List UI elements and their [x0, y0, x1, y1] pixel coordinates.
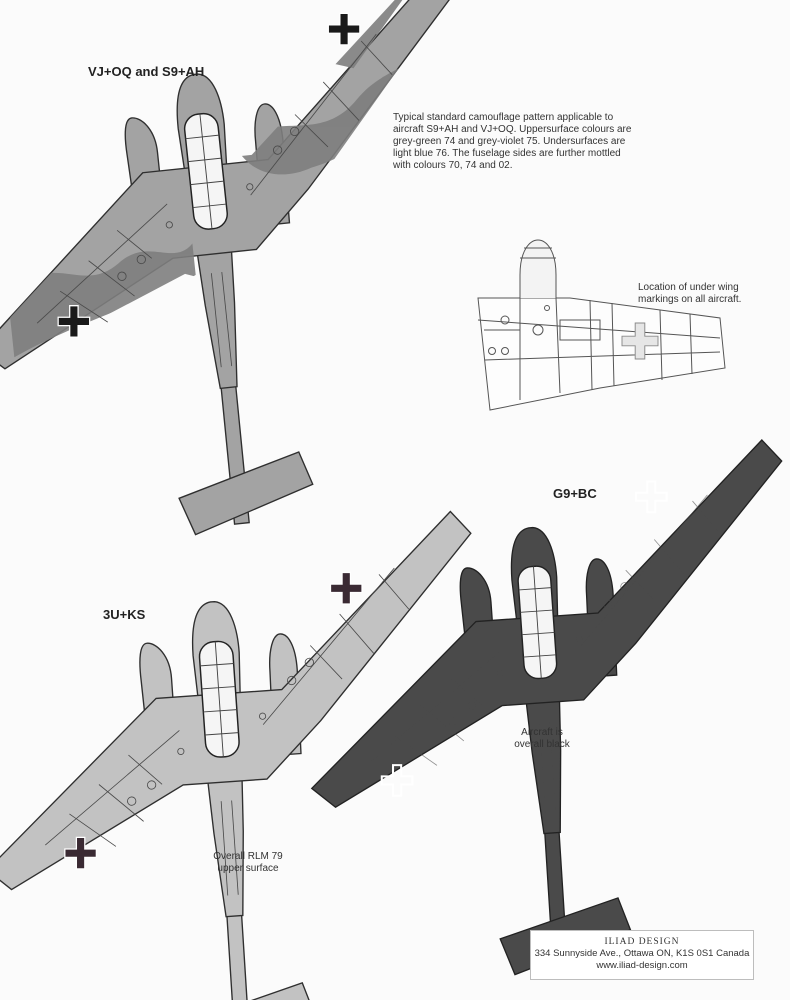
aircraft-black	[290, 439, 790, 988]
publisher-footer	[530, 930, 754, 980]
aircraft-camo	[0, 0, 505, 555]
website-link[interactable]: www.iliad-design.com	[596, 960, 688, 971]
aircraft-label-g9-bc: G9+BC	[553, 486, 597, 501]
black-scheme-note: Aircraft is overall black	[514, 727, 570, 750]
aircraft-rlm79	[0, 510, 506, 1000]
aircraft-label-top: VJ+OQ and S9+AH	[88, 64, 205, 79]
address-line: 334 Sunnyside Ave., Ottawa ON, K1S 0S1 Canada	[534, 948, 750, 959]
aircraft-label-3u-ks: 3U+KS	[103, 607, 146, 622]
under-wing-note: Location of under wing markings on all aircraft.	[638, 282, 742, 305]
camouflage-note: Typical standard camouflage pattern applicable to aircraft S9+AH and VJ+OQ. Uppersurface colours are grey-green 74 and grey-violet 75. Undersurfaces are light blue 76. The fuselage sides are further mottled with colours 70, 74 and 02.	[393, 112, 632, 171]
under-wing-view	[478, 240, 725, 410]
brand-name: ILIAD DESIGN	[604, 937, 680, 947]
rlm79-note: Overall RLM 79 upper surface	[213, 851, 283, 874]
